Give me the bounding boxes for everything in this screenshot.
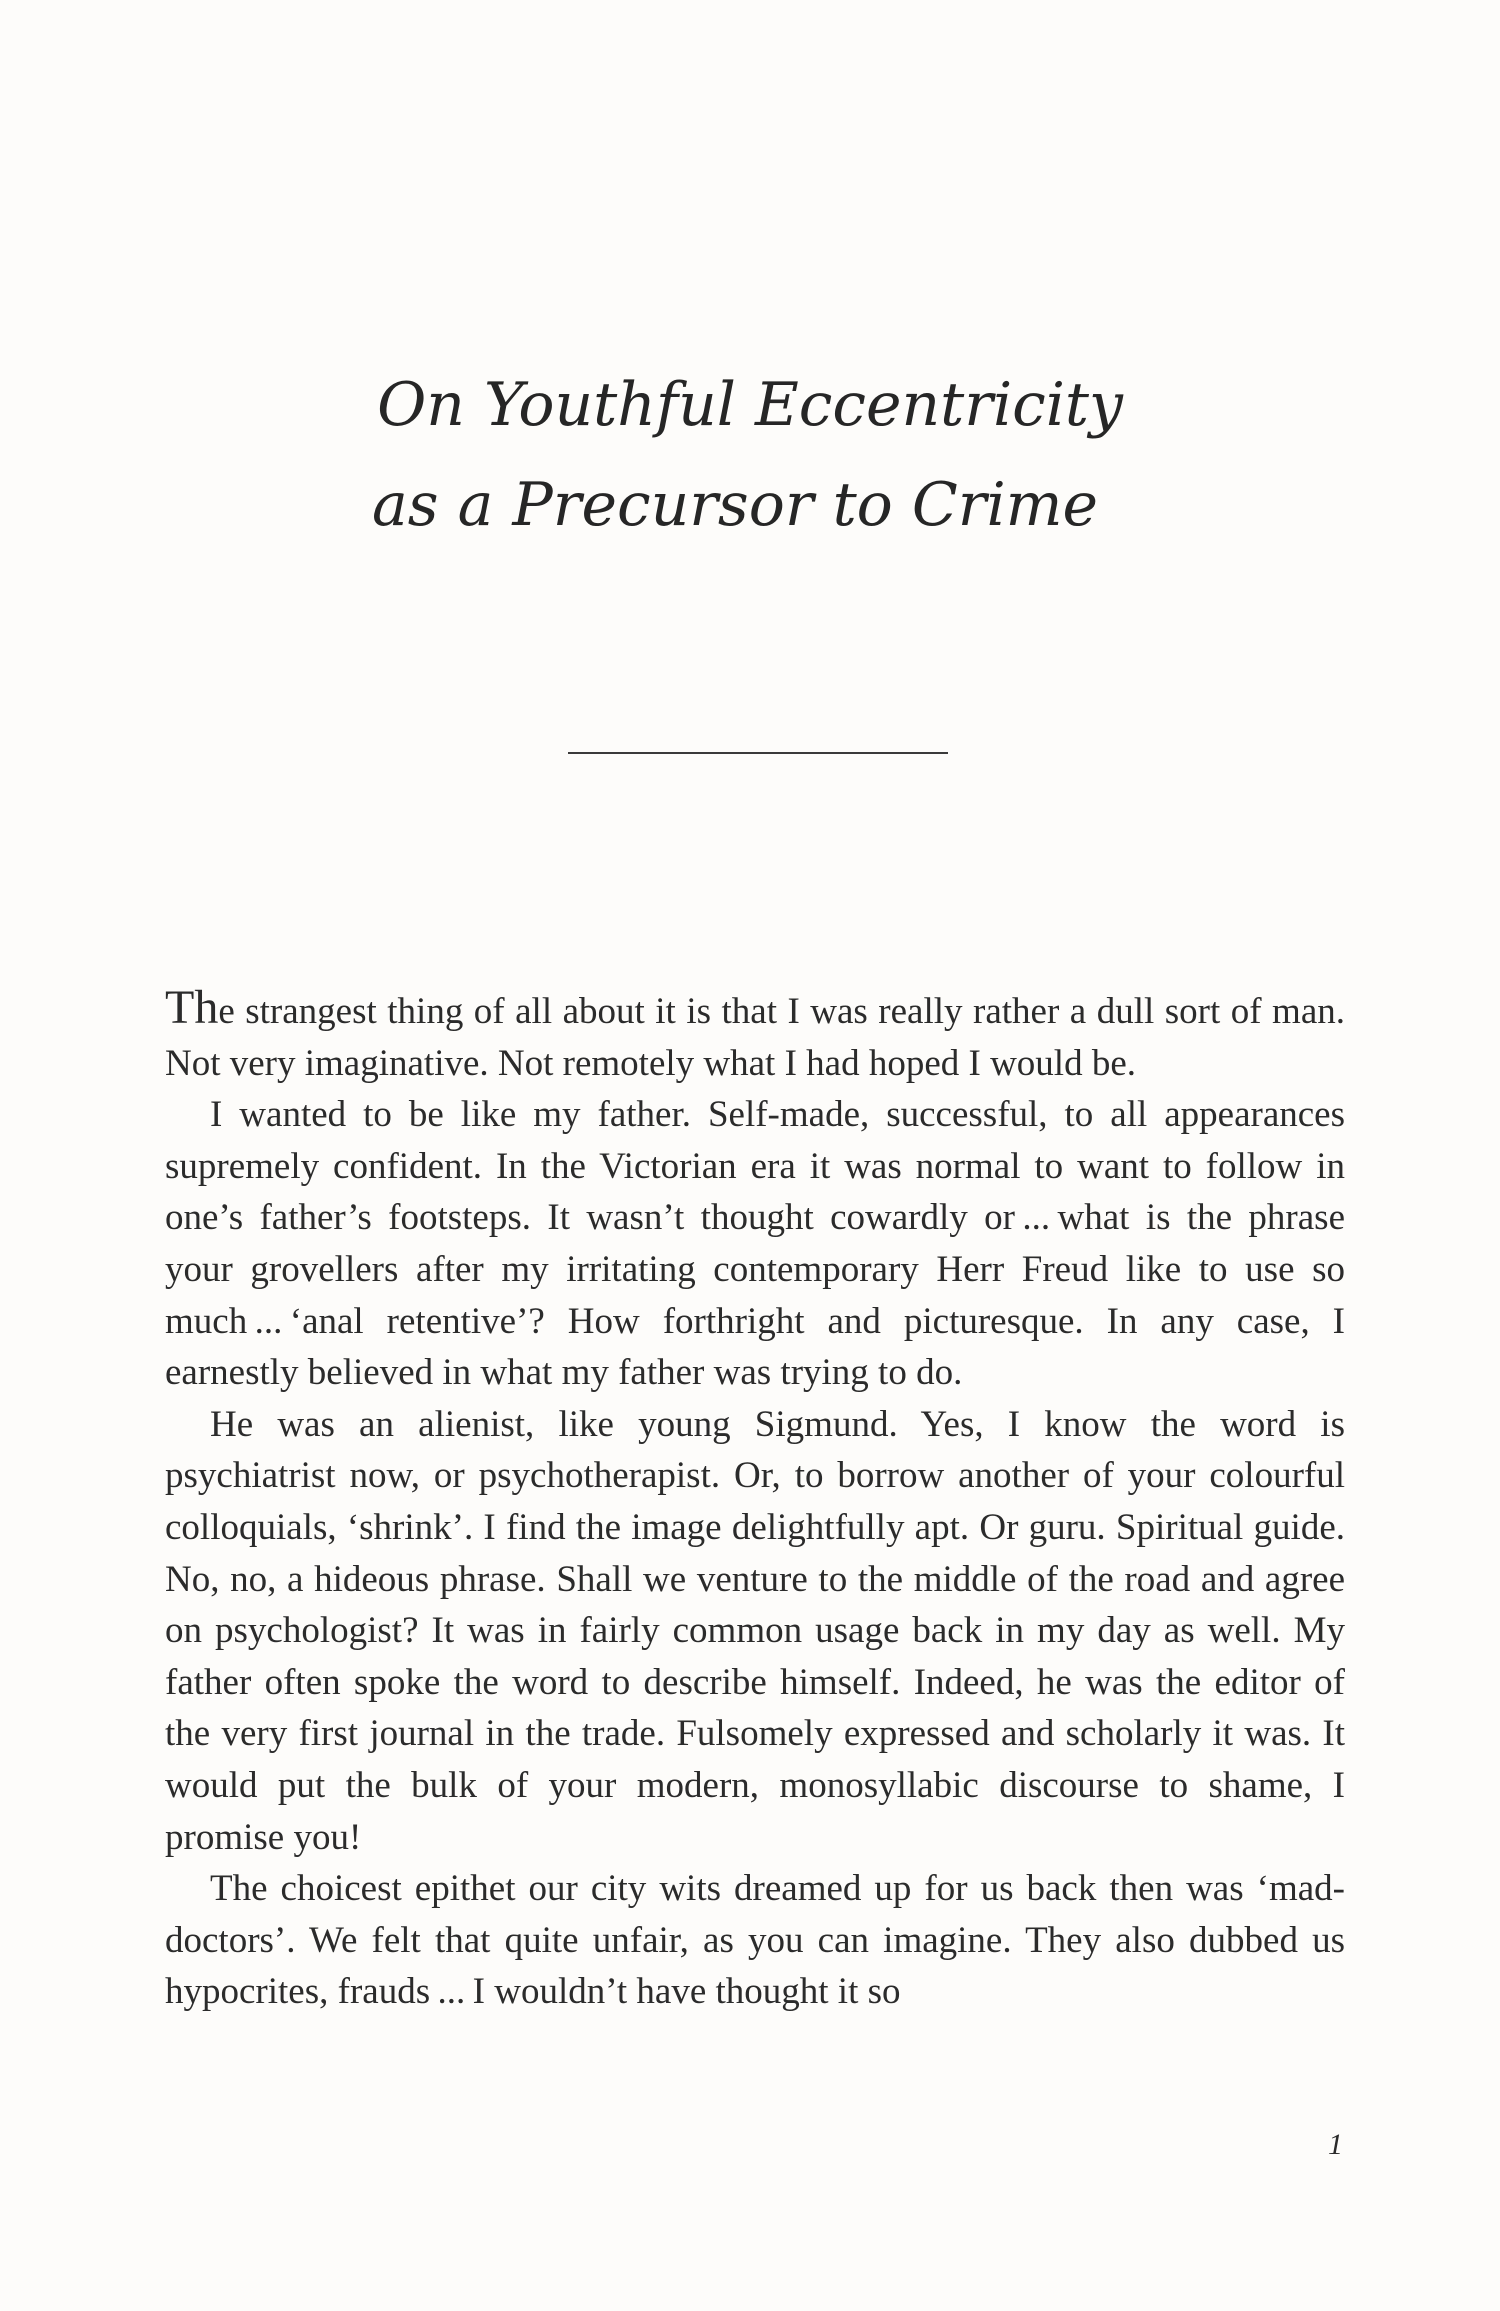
paragraph-2: I wanted to be like my father. Self-made, successful, to all appearances supremely confident. In the Victorian era it was normal to want to follow in one’s father’s footsteps. It wasn’t thought cowardly or ... what is the phrase your grovellers after my irritating contemporary Herr Freud like to use so much ... ‘anal retentive’? How forthright and picturesque. In any case, I earnestly believed in what my father was trying to do. [165, 1094, 1345, 1394]
page-number: 1 [1328, 2128, 1343, 2161]
paragraph-1-text: e strangest thing of all about it is that I was really rather a dull sort of man. Not very imaginative. Not remotely what I had hoped I would be. [165, 991, 1345, 1084]
paragraph-1 [165, 981, 1345, 1089]
paragraph-4: The choicest epithet our city wits dreamed up for us back then was ‘mad-doctors’. We felt that quite unfair, as you can imagine. They also dubbed us hypocrites, frauds ... I wouldn’t have thought it so [165, 1868, 1345, 2013]
section-divider [568, 752, 948, 754]
body-text [165, 981, 1345, 2018]
chapter-title-line-1: On Youthful Eccentricity [377, 370, 1123, 440]
paragraph-3: He was an alienist, like young Sigmund. Yes, I know the word is psychiatrist now, or psychotherapist. Or, to borrow another of your colourful colloquials, ‘shrink’. I find the image delightfully apt. Or guru. Spiritual guide. No, no, a hideous phrase. Shall we venture to the middle of the road and agree on psychologist? It was in fairly common usage back in my day as well. My father often spoke the word to describe himself. Indeed, he was the editor of the very first journal in the trade. Fulsomely expressed and scholarly it was. It would put the bulk of your modern, monosyllabic discourse to shame, I promise you! [165, 1403, 1345, 1858]
chapter-title [0, 355, 1500, 555]
opening-cap: Th [165, 981, 219, 1034]
chapter-title-line-2: as a Precursor to Crime [371, 470, 1099, 540]
